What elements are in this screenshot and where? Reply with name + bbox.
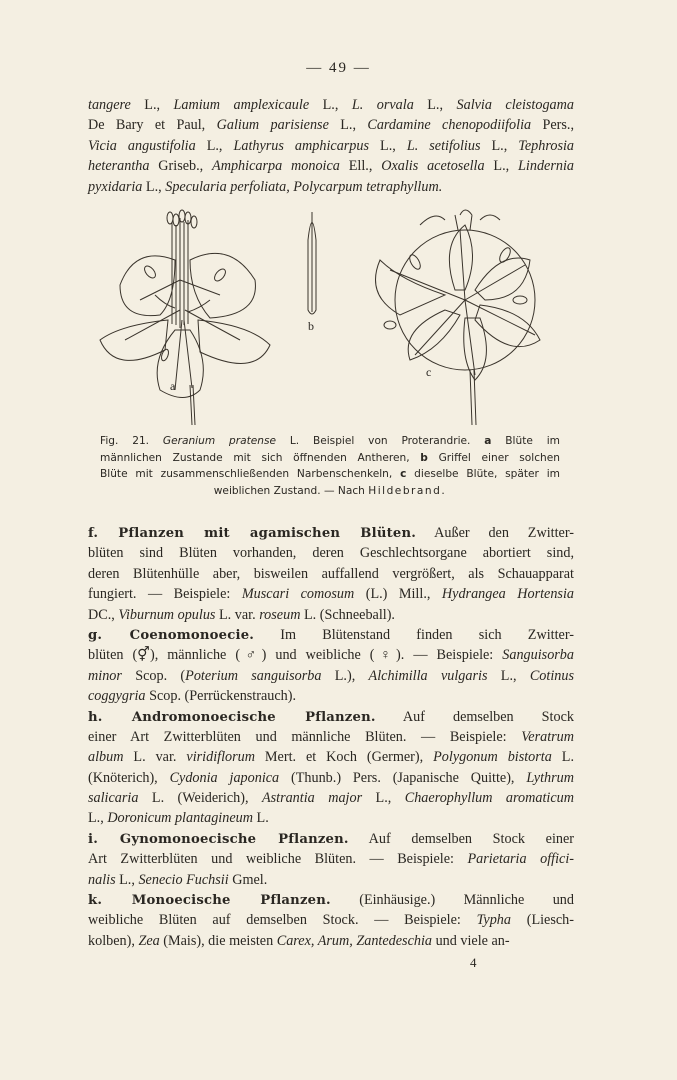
- text-run: Auf demselben Stock einer: [348, 830, 574, 847]
- italic-text: Galium parisiense: [216, 117, 329, 134]
- italic-text: Cardamine chenopodiifolia: [367, 117, 532, 134]
- text-run: Blüte im: [491, 435, 560, 447]
- body-line: [88, 707, 574, 727]
- body-line: [88, 768, 574, 788]
- intro-line: [88, 115, 574, 135]
- figure-label-a: a: [170, 379, 176, 393]
- text-run: b: [420, 451, 428, 464]
- italic-text: Lythrum: [526, 769, 574, 786]
- text-run: Ell.,: [339, 158, 382, 175]
- text-run: (Thunb.) Pers. (Japanische Quitte),: [279, 769, 527, 786]
- text-run: (L.) Mill.,: [354, 586, 442, 603]
- text-run: einer Art Zwitterblüten und männliche Blüten. — Beispiele:: [88, 728, 522, 745]
- italic-text: Senecio Fuchsii: [138, 871, 229, 888]
- text-run: fungiert. — Beispiele:: [88, 586, 242, 603]
- intro-line: [88, 177, 574, 197]
- body-line: [88, 910, 574, 930]
- text-run: L.,: [362, 790, 405, 807]
- italic-text: Oxalis acetosella: [381, 158, 485, 175]
- text-run: (Liesch-: [511, 912, 574, 929]
- italic-text: Astrantia major: [261, 790, 363, 807]
- body-line: [88, 645, 574, 665]
- text-run: Hildebrand.: [368, 484, 447, 497]
- body-line: [88, 666, 574, 686]
- text-run: c: [400, 468, 407, 480]
- body-line: [88, 727, 574, 747]
- italic-text: Veratrum: [521, 728, 574, 745]
- text-run: dieselbe Blüte, später im: [406, 468, 560, 480]
- section-heading: f. Pflanzen mit agamischen Blüten.: [88, 526, 417, 541]
- section-heading: k. Monoecische Pflanzen.: [88, 893, 331, 909]
- caption-line: [100, 433, 560, 450]
- text-run: Auf demselben Stock: [375, 708, 574, 725]
- text-run: Scop. (Perrückenstrauch).: [145, 688, 297, 705]
- italic-text: minor: [88, 667, 122, 684]
- text-run: DC.,: [88, 606, 119, 623]
- italic-text: Specularia perfoliata, Polycarpum tetraphyllum.: [165, 178, 443, 195]
- italic-text: Doronicum plantagineum: [107, 810, 253, 827]
- text-run: Gmel.: [228, 871, 268, 888]
- style-b-illustration: [308, 212, 316, 314]
- text-run: L. var.: [215, 606, 260, 623]
- body-line: [88, 747, 574, 767]
- text-run: Im Blütenstand finden sich Zwitter-: [254, 626, 574, 643]
- italic-text: nalis: [88, 871, 116, 888]
- text-run: weibliche Blüten auf demselben Stock. — Beispiele:: [88, 912, 477, 929]
- italic-text: coggygria: [88, 688, 146, 705]
- text-run: L.: [252, 810, 269, 827]
- text-run: weiblichen Zustand. — Nach: [213, 484, 369, 497]
- text-run: Blüte mit zusammenschließenden Narbenschenkeln,: [100, 468, 401, 480]
- caption-line: [100, 450, 560, 467]
- intro-line: [88, 136, 574, 156]
- text-run: L. (Weiderich),: [138, 790, 262, 807]
- italic-text: tangere: [88, 97, 131, 113]
- text-run: (Mais), die meisten: [159, 932, 277, 949]
- text-run: L. Beispiel von Proterandrie.: [276, 435, 485, 447]
- italic-text: Alchimilla vulgaris: [368, 667, 488, 684]
- text-run: L.,: [480, 137, 519, 154]
- body-text: [88, 523, 574, 951]
- text-run: (Knöterich),: [88, 769, 170, 786]
- text-run: Mert. et Koch (Germer),: [254, 749, 434, 766]
- italic-text: L. orvala: [351, 97, 414, 113]
- text-run: Griseb.,: [149, 158, 213, 175]
- text-run: L. (Schneeball).: [300, 606, 395, 623]
- body-line: [88, 523, 574, 543]
- caption-line: [100, 483, 560, 500]
- italic-text: Muscari comosum: [241, 586, 355, 603]
- intro-line: [88, 95, 574, 115]
- flower-c-illustration: [376, 210, 541, 425]
- body-line: [88, 890, 574, 910]
- intro-paragraph: [88, 95, 574, 197]
- text-run: L.: [551, 749, 575, 766]
- body-line: [88, 543, 574, 563]
- italic-text: salicaria: [88, 790, 139, 807]
- body-line: [88, 686, 574, 706]
- italic-text: Chaerophyllum aromaticum: [404, 790, 574, 807]
- body-line: [88, 931, 574, 951]
- italic-text: Parietaria offici-: [467, 851, 574, 868]
- italic-text: roseum: [259, 606, 301, 623]
- text-run: L.,: [130, 97, 174, 113]
- text-run: deren Blütenhülle aber, bisweilen auffallend vergrößert, als Schauapparat: [88, 565, 574, 582]
- signature-mark: 4: [470, 955, 477, 970]
- italic-text: Carex, Arum, Zantedeschia: [276, 932, 433, 949]
- text-run: L.,: [195, 137, 234, 154]
- italic-text: Lamium amplexicaule: [173, 97, 310, 113]
- text-run: L.,: [484, 158, 519, 175]
- italic-text: Geranium pratense: [162, 435, 276, 447]
- text-run: L.,: [142, 178, 166, 195]
- text-run: L.,: [115, 871, 139, 888]
- text-run: L.,: [369, 137, 407, 154]
- body-line: [88, 584, 574, 604]
- text-run: L.,: [88, 810, 108, 827]
- italic-text: Viburnum opulus: [118, 606, 216, 623]
- italic-text: Salvia cleistogama: [456, 97, 574, 113]
- body-line: [88, 605, 574, 625]
- flower-a-illustration: [100, 210, 270, 425]
- section-heading: g. Coenomonoecie.: [88, 627, 255, 643]
- text-run: Pers.,: [531, 117, 575, 134]
- italic-text: Hydrangea Hortensia: [441, 586, 574, 603]
- text-run: L.,: [487, 667, 530, 684]
- body-line: [88, 870, 574, 890]
- body-line: [88, 564, 574, 584]
- italic-text: Zea: [138, 932, 160, 949]
- text-run: L.,: [328, 117, 368, 134]
- text-run: (Einhäusige.) Männliche und: [330, 892, 574, 909]
- section-heading: h. Andromonoecische Pflanzen.: [88, 709, 376, 725]
- body-line: [88, 788, 574, 808]
- text-run: L.,: [309, 97, 352, 113]
- caption-line: [100, 466, 560, 483]
- figure-label-b: b: [308, 319, 314, 333]
- body-line: [88, 849, 574, 869]
- italic-text: Cotinus: [529, 667, 574, 684]
- italic-text: Sanguisorba: [502, 647, 574, 664]
- text-run: Griffel einer solchen: [427, 451, 560, 464]
- italic-text: Vicia angustifolia: [88, 137, 196, 154]
- italic-text: L. setifolius: [406, 137, 481, 154]
- italic-text: Poterium sanguisorba: [185, 667, 322, 684]
- text-run: a: [484, 435, 492, 447]
- page-number: — 49 —: [306, 60, 371, 76]
- figure-label-c: c: [426, 365, 432, 379]
- body-line: [88, 829, 574, 849]
- text-run: Fig. 21.: [100, 435, 163, 447]
- text-run: L. var.: [123, 749, 187, 766]
- italic-text: album: [88, 749, 124, 766]
- text-run: De Bary et Paul,: [88, 117, 217, 134]
- italic-text: viridiflorum: [186, 749, 255, 766]
- text-run: L.),: [321, 667, 369, 684]
- figure-geranium-pratense: [80, 200, 580, 430]
- italic-text: Tephrosia: [518, 137, 574, 154]
- figure-caption: [100, 433, 560, 499]
- italic-text: Lindernia: [518, 158, 574, 175]
- text-run: Scop. (: [121, 667, 186, 684]
- italic-text: Cydonia japonica: [169, 769, 280, 786]
- italic-text: Typha: [476, 912, 511, 929]
- italic-text: Polygonum bistorta: [433, 749, 552, 766]
- section-heading: i. Gynomonoecische Pflanzen.: [88, 831, 349, 847]
- text-run: Art Zwitterblüten und weibliche Blüten. — Beispiele:: [88, 851, 468, 868]
- italic-text: pyxidaria: [88, 178, 143, 195]
- italic-text: heterantha: [88, 158, 150, 175]
- text-run: blüten (⚥), männliche (♂) und weibliche (♀). — Beispiele:: [88, 647, 503, 664]
- text-run: männlichen Zustande mit sich öffnenden Antheren,: [100, 451, 421, 464]
- text-run: L.,: [413, 97, 457, 113]
- text-run: kolben),: [88, 932, 139, 949]
- body-line: [88, 808, 574, 828]
- body-line: [88, 625, 574, 645]
- text-run: und viele an-: [432, 932, 510, 949]
- intro-line: [88, 156, 574, 176]
- italic-text: Lathyrus amphicarpus: [233, 137, 370, 154]
- italic-text: Amphicarpa monoica: [212, 158, 340, 175]
- text-run: blüten sind Blüten vorhanden, deren Geschlechtsorgane abortiert sind,: [88, 545, 574, 562]
- text-run: Außer den Zwitter-: [416, 525, 574, 541]
